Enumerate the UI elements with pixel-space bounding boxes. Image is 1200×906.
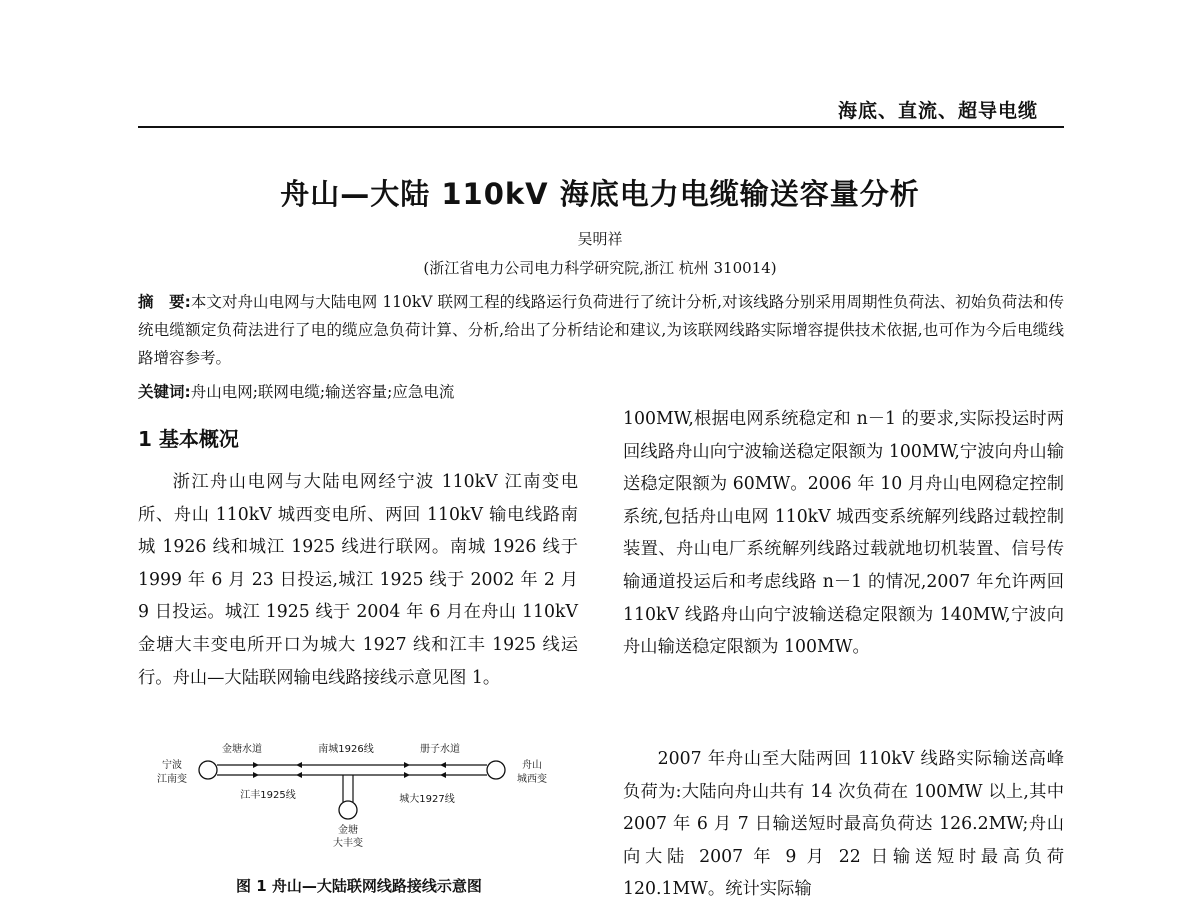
ningbo-substation-node bbox=[199, 761, 217, 779]
jintang-substation-node bbox=[339, 801, 357, 819]
abstract-label: 摘 要: bbox=[138, 293, 191, 311]
figure-1-diagram bbox=[150, 738, 580, 858]
label-chengxi-substation: 城西变 bbox=[517, 774, 547, 785]
keywords-label: 关键词: bbox=[138, 383, 191, 401]
keywords bbox=[138, 380, 1064, 404]
left-column-paragraph: 浙江舟山电网与大陆电网经宁波 110kV 江南变电所、舟山 110kV 城西变电所、两回 110kV 输电线路南城 1926 线和城江 1925 线进行联网。南城 1926 线于 1999 年 6 月 23 日投运,城江 1925 线于 2002 年 2 月 9 日投运。城江 1925 线于 2004 年 6 月在舟山 110kV 金塘大丰变电所开口为城大 1927 线和江丰 1925 线运行。舟山—大陆联网输电线路接线示意见图 1。 bbox=[138, 472, 578, 688]
label-jiangnan-substation: 江南变 bbox=[157, 774, 187, 785]
label-chengda-line: 城大1927线 bbox=[399, 794, 455, 805]
paper-title: 舟山—大陆 110kV 海底电力电缆输送容量分析 bbox=[280, 177, 920, 211]
section-heading: 1 基本概况 bbox=[138, 427, 239, 451]
right-column-paragraph-1: 100MW,根据电网系统稳定和 n－1 的要求,实际投运时两回线路舟山向宁波输送稳定限额为 100MW,宁波向舟山输送稳定限额为 60MW。2006 年 10 月舟山电网稳定控制系统,包括舟山电网 110kV 城西变系统解列线路过载控制装置、舟山电厂系统解列线路过载就地切机装置、信号传输通道投运后和考虑线路 n－1 的情况,2007 年允许两回 110kV 线路舟山向宁波输送稳定限额为 140MW,宁波向舟山输送稳定限额为 100MW。 bbox=[623, 409, 1064, 658]
header-rule bbox=[138, 126, 1064, 128]
label-cezi-channel: 册子水道 bbox=[420, 744, 460, 755]
zhoushan-substation-node bbox=[487, 761, 505, 779]
abstract-text: 本文对舟山电网与大陆电网 110kV 联网工程的线路运行负荷进行了统计分析,对该线路分别采用周期性负荷法、初始负荷法和传统电缆额定负荷法进行了电的缆应急负荷计算、分析,给出了分析结论和建议,为该联网线路实际增容提供技术依据,也可作为今后电缆线路增容参考。 bbox=[138, 293, 1064, 367]
author: 吴明祥 bbox=[577, 230, 623, 248]
label-jintang-channel: 金塘水道 bbox=[222, 744, 262, 755]
keywords-text: 舟山电网;联网电缆;输送容量;应急电流 bbox=[190, 383, 455, 401]
label-nancheng-line: 南城1926线 bbox=[318, 744, 374, 755]
label-ningbo: 宁波 bbox=[162, 760, 182, 771]
right-column-paragraph-2: 2007 年舟山至大陆两回 110kV 线路实际输送高峰负荷为:大陆向舟山共有 14 次负荷在 100MW 以上,其中 2007 年 6 月 7 日输送短时最高负荷达 126.2MW;舟山向大陆 2007 年 9 月 22 日输送短时最高负荷 120.1MW。统计实际输 bbox=[623, 749, 1064, 900]
abstract bbox=[138, 288, 1064, 372]
figure-1-caption: 图 1 舟山—大陆联网线路接线示意图 bbox=[236, 877, 482, 895]
journal-section-header: 海底、直流、超导电缆 bbox=[837, 100, 1038, 122]
label-dafeng-substation: 大丰变 bbox=[333, 838, 363, 849]
affiliation: (浙江省电力公司电力科学研究院,浙江 杭州 310014) bbox=[423, 259, 777, 277]
label-zhoushan: 舟山 bbox=[522, 760, 542, 771]
label-jiangfeng-line: 江丰1925线 bbox=[240, 790, 296, 801]
label-jintang: 金塘 bbox=[338, 825, 358, 836]
